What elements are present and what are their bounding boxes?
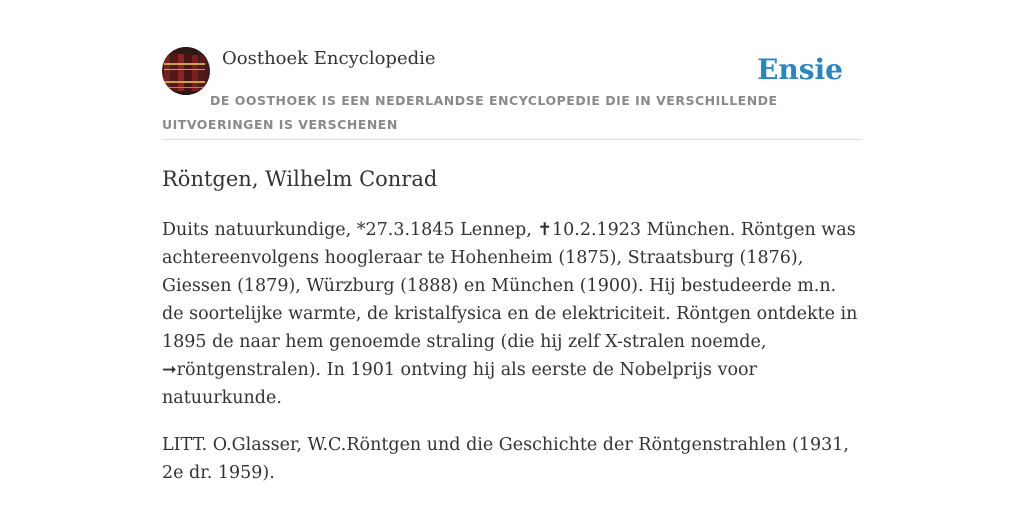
site-tagline: DE OOSTHOEK IS EEN NEDERLANDSE ENCYCLOPEDIE DIE IN VERSCHILLENDE UITVOERINGEN IS VERSCHENEN bbox=[162, 93, 778, 132]
page-container bbox=[162, 0, 862, 512]
article-literature: LITT. O.Glasser, W.C.Röntgen und die Geschichte der Röntgenstrahlen (1931, 2e dr. 1959). bbox=[162, 435, 849, 483]
site-name[interactable]: Oosthoek Encyclopedie bbox=[222, 48, 436, 69]
avatar[interactable] bbox=[162, 47, 210, 95]
header-divider bbox=[162, 139, 862, 140]
article-title: Röntgen, Wilhelm Conrad bbox=[162, 167, 438, 191]
article-paragraph: Duits natuurkundige, *27.3.1845 Lennep, ✝10.2.1923 München. Röntgen was achtereenvolgens hoogleraar te Hohenheim (1875), Straatsburg (1876), Giessen (1879), Würzburg (1888) en München (1900). Hij bestudeerde m.n. de soortelijke warmte, de kristalfysica en de elektriciteit. Röntgen ontdekte in 1895 de naar hem genoemde straling (die hij zelf X-stralen noemde, ➞röntgenstralen). In 1901 ontving hij als eerste de Nobelprijs voor natuurkunde. bbox=[162, 220, 858, 408]
brand-logo[interactable]: Ensie bbox=[757, 53, 843, 86]
article-body bbox=[162, 216, 862, 487]
book-spines-icon bbox=[162, 47, 210, 95]
